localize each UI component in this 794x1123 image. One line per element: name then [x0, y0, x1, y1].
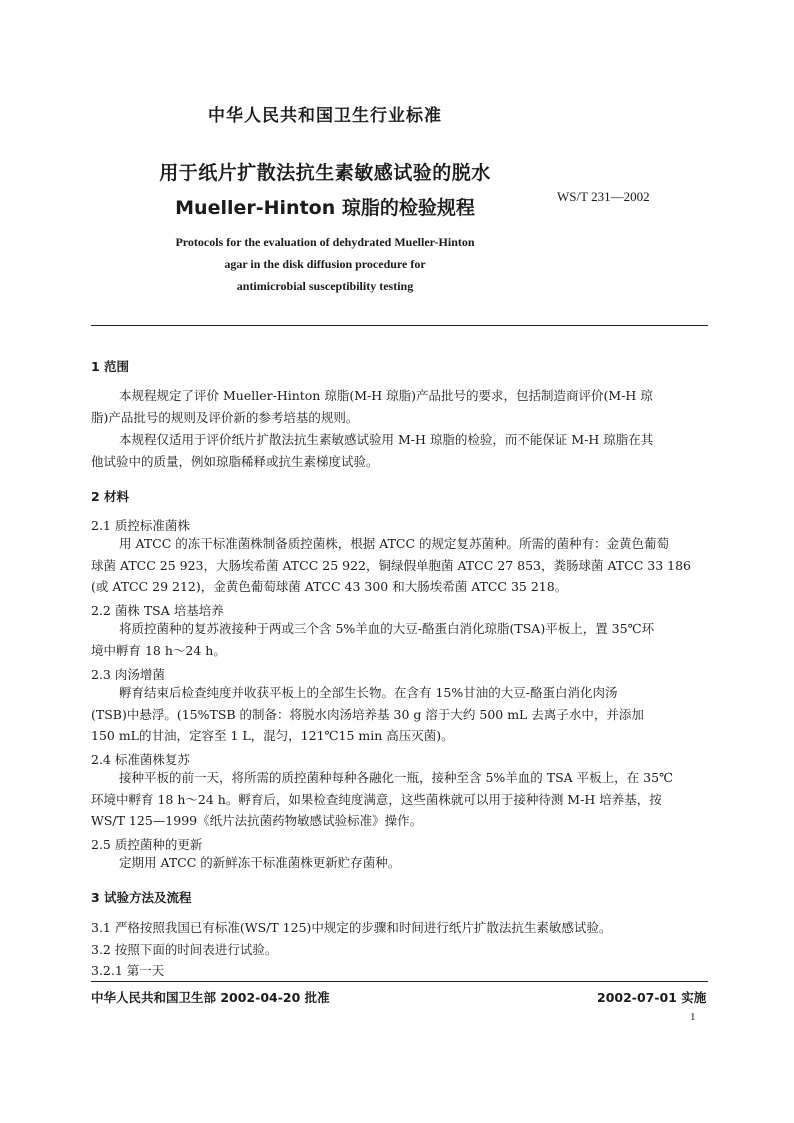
- section-2-4-line-2: 环境中孵育 18 h～24 h。孵育后，如果检查纯度满意，这些菌株就可以用于接种待测 M-H 培养基，按: [91, 792, 662, 807]
- section-2-4-line-1: 接种平板的前一天，将所需的质控菌种每种各融化一瓶，接种至含 5%羊血的 TSA 平板上，在 35℃: [119, 770, 674, 785]
- section-2-1-line-3: (或 ATCC 29 212)，金黄色葡萄球菌 ATCC 43 300 和大肠埃希菌 ATCC 35 218。: [91, 579, 568, 594]
- section-1-para-2-line-1: 本规程仅适用于评价纸片扩散法抗生素敏感试验用 M-H 琼脂的检验，而不能保证 M-H 琼脂在其: [119, 432, 654, 447]
- title-english-line-1: Protocols for the evaluation of dehydrated Mueller-Hinton: [175, 235, 475, 249]
- section-2-2-line-2: 境中孵育 18 h～24 h。: [91, 643, 226, 658]
- section-2-1-line-2: 球菌 ATCC 25 923，大肠埃希菌 ATCC 25 922，铜绿假单胞菌 ATCC 27 853，粪肠球菌 ATCC 33 186: [91, 558, 691, 573]
- page-number: 1: [690, 1011, 696, 1023]
- section-1-para-1-line-1: 本规程规定了评价 Mueller-Hinton 琼脂(M-H 琼脂)产品批号的要求，包括制造商评价(M-H 琼: [119, 388, 653, 403]
- section-2-heading: 2 材料: [91, 489, 130, 504]
- header-divider: [91, 325, 708, 326]
- section-3-heading: 3 试验方法及流程: [91, 890, 192, 905]
- section-1-para-1-line-2: 脂)产品批号的规则及评价新的参考培基的规则。: [91, 410, 359, 425]
- section-2-1-heading: 2.1 质控标准菌株: [91, 518, 190, 533]
- section-2-3-line-3: 150 mL的甘油，定容至 1 L，混匀，121℃15 min 高压灭菌)。: [91, 728, 454, 743]
- section-2-3-line-1: 孵育结束后检查纯度并收获平板上的全部生长物。在含有 15%甘油的大豆-酪蛋白消化肉汤: [119, 685, 618, 700]
- issuing-body-title: 中华人民共和国卫生行业标准: [208, 106, 442, 126]
- section-2-4-heading: 2.4 标准菌株复苏: [91, 752, 190, 767]
- section-2-5-heading: 2.5 质控菌种的更新: [91, 837, 203, 852]
- section-2-2-line-1: 将质控菌种的复苏液接种于两或三个含 5%羊血的大豆-酪蛋白消化琼脂(TSA)平板上，置 35℃环: [119, 621, 655, 636]
- title-chinese-line-1: 用于纸片扩散法抗生素敏感试验的脱水: [159, 162, 491, 184]
- section-2-2-heading: 2.2 菌株 TSA 培基培养: [91, 603, 224, 618]
- section-2-1-line-1: 用 ATCC 的冻干标准菌株制备质控菌株，根据 ATCC 的规定复苏菌种。所需的菌种有：金黄色葡萄: [119, 536, 670, 551]
- section-2-5-line-1: 定期用 ATCC 的新鲜冻干标准菌株更新贮存菌种。: [119, 855, 401, 870]
- section-3-2: 3.2 按照下面的时间表进行试验。: [91, 942, 278, 957]
- section-3-2-1: 3.2.1 第一天: [91, 963, 165, 978]
- section-2-4-line-3: WS/T 125—1999《纸片法抗菌药物敏感试验标准》操作。: [91, 813, 423, 828]
- title-chinese-line-2: Mueller-Hinton 琼脂的检验规程: [175, 197, 475, 219]
- title-english-line-2: agar in the disk diffusion procedure for: [224, 257, 426, 271]
- section-2-3-line-2: (TSB)中悬浮。(15%TSB 的制备：将脱水肉汤培养基 30 g 溶于大约 500 mL 去离子水中，并添加: [91, 707, 644, 722]
- title-english-line-3: antimicrobial susceptibility testing: [236, 279, 414, 293]
- section-2-3-heading: 2.3 肉汤增菌: [91, 667, 165, 682]
- standard-code: WS/T 231—2002: [557, 189, 650, 204]
- effective-date: 2002-07-01 实施: [597, 990, 707, 1005]
- approval-date: 中华人民共和国卫生部 2002-04-20 批准: [91, 990, 330, 1005]
- section-3-1: 3.1 严格按照我国已有标准(WS/T 125)中规定的步骤和时间进行纸片扩散法抗生素敏感试验。: [91, 920, 612, 935]
- section-1-heading: 1 范围: [91, 359, 130, 374]
- section-1-para-2-line-2: 他试验中的质量，例如琼脂稀释或抗生素梯度试验。: [91, 454, 379, 469]
- footer-divider: [91, 981, 708, 982]
